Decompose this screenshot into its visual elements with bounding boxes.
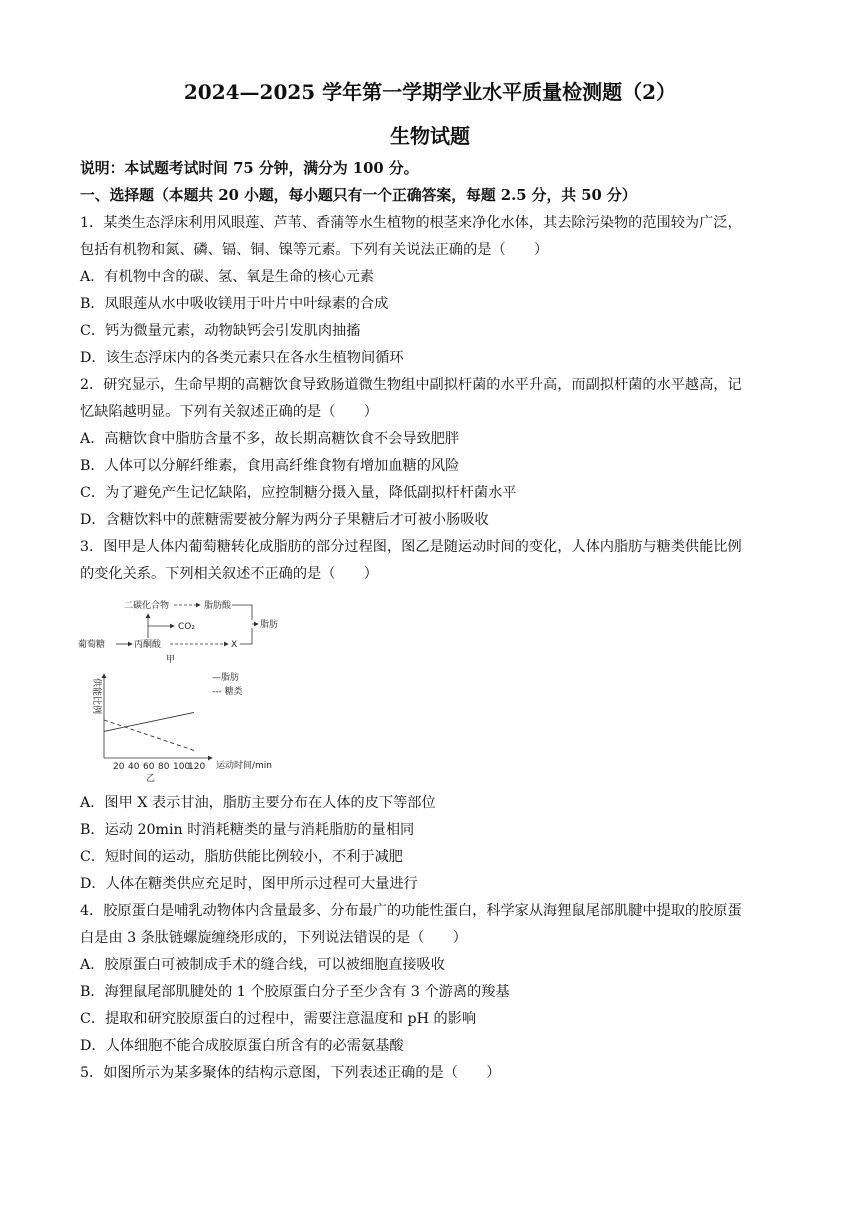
- caption-jia: 甲: [166, 655, 176, 665]
- x-tick-label: 20: [113, 762, 125, 772]
- question-3-stem: 3．图甲是人体内葡萄糖转化成脂肪的部分过程图，图乙是随运动时间的变化，人体内脂肪与糖类供能比例: [80, 539, 742, 555]
- section-heading: 一、选择题（本题共 20 小题，每小题只有一个正确答案，每题 2.5 分，共 50 分）: [80, 187, 637, 204]
- question-4-option-b: B．海狸鼠尾部肌腱处的 1 个胶原蛋白分子至少含有 3 个游离的羧基: [80, 984, 510, 1000]
- question-2-option-c: C．为了避免产生记忆缺陷，应控制糖分摄入量，降低副拟杆杆菌水平: [80, 485, 517, 501]
- bracket-bottom: [240, 628, 252, 644]
- chart-ylabel: 供能比例: [91, 678, 101, 715]
- question-1-option-c: C．钙为微量元素，动物缺钙会引发肌肉抽搐: [80, 323, 361, 339]
- chart-marks: [104, 712, 194, 750]
- node-fat: 脂肪: [260, 620, 279, 630]
- node-two-carbon: 二碳化合物: [124, 601, 170, 611]
- question-3-figure: [78, 592, 310, 784]
- bracket-top: [232, 605, 252, 620]
- question-4-option-c: C．提取和研究胶原蛋白的过程中，需要注意温度和 pH 的影响: [80, 1011, 477, 1027]
- question-4-option-d: D．人体细胞不能合成胶原蛋白所含有的必需氨基酸: [80, 1038, 404, 1054]
- question-2-stem: 2．研究显示，生命早期的高糖饮食导致肠道微生物组中副拟杆菌的水平升高，而副拟杆菌的水平越高，记: [80, 377, 742, 393]
- question-3-option-d: D．人体在糖类供应充足时，图甲所示过程可大量进行: [80, 876, 418, 892]
- question-1-stem-cont: 包括有机物和氮、磷、镉、铜、镍等元素。下列有关说法正确的是（ ）: [80, 242, 549, 258]
- x-tick-label: 100: [173, 762, 191, 772]
- question-2-option-b: B．人体可以分解纤维素，食用高纤维食物有增加血糖的风险: [80, 458, 460, 474]
- question-4-option-a: A．胶原蛋白可被制成手术的缝合线，可以被细胞直接吸收: [80, 957, 445, 973]
- question-1-option-b: B．凤眼莲从水中吸收镁用于叶片中叶绿素的合成: [80, 296, 389, 312]
- question-4-stem-cont: 白是由 3 条肽链螺旋缠绕形成的，下列说法错误的是（ ）: [80, 930, 467, 946]
- chart-tick-labels: [113, 762, 205, 772]
- caption-yi: 乙: [146, 774, 156, 784]
- legend-sugar: --- 糖类: [212, 687, 243, 697]
- x-tick-label: 80: [158, 762, 170, 772]
- question-2-option-d: D．含糖饮料中的蔗糖需要被分解为两分子果糖后才可被小肠吸收: [80, 512, 489, 528]
- node-co2: CO₂: [178, 622, 195, 632]
- question-3-option-c: C．短时间的运动，脂肪供能比例较小，不利于减肥: [80, 849, 403, 865]
- instructions: 说明：本试题考试时间 75 分钟，满分为 100 分。: [80, 160, 419, 177]
- question-2-option-a: A．高糖饮食中脂肪含量不多，故长期高糖饮食不会导致肥胖: [80, 431, 460, 447]
- series-line-fat: [104, 712, 194, 731]
- question-1-option-a: A．有机物中含的碳、氢、氧是生命的核心元素: [80, 269, 374, 285]
- question-3-option-b: B．运动 20min 时消耗糖类的量与消耗脂肪的量相同: [80, 822, 415, 838]
- question-3-option-a: A．图甲 X 表示甘油，脂肪主要分布在人体的皮下等部位: [80, 795, 436, 811]
- series-line-sugar: [104, 720, 194, 750]
- chart-xlabel: 运动时间/min: [216, 761, 273, 771]
- x-tick-label: 40: [128, 762, 140, 772]
- question-5-stem: 5．如图所示为某多聚体的结构示意图，下列表述正确的是（ ）: [80, 1065, 501, 1081]
- x-tick-label: 120: [188, 762, 206, 772]
- question-2-stem-cont: 忆缺陷越明显。下列有关叙述正确的是（ ）: [80, 404, 378, 420]
- exam-title: 2024—2025 学年第一学期学业水平质量检测题（2）: [183, 80, 677, 104]
- question-1-stem: 1．某类生态浮床利用风眼莲、芦苇、香蒲等水生植物的根茎来净化水体，其去除污染物的范围较为广泛，: [80, 215, 742, 231]
- x-tick-label: 60: [143, 762, 155, 772]
- subject-title: 生物试题: [390, 124, 470, 148]
- node-glucose: 葡萄糖: [78, 640, 106, 650]
- node-pyruvate: 丙酮酸: [134, 640, 162, 650]
- node-x: X: [231, 640, 238, 650]
- figure-svg: [78, 592, 310, 784]
- question-3-stem-cont: 的变化关系。下列相关叙述不正确的是（ ）: [80, 566, 378, 582]
- question-4-stem: 4．胶原蛋白是哺乳动物体内含量最多、分布最广的功能性蛋白，科学家从海狸鼠尾部肌腱中提取的胶原蛋: [80, 903, 742, 919]
- question-1-option-d: D．该生态浮床内的各类元素只在各水生植物间循环: [80, 350, 404, 366]
- legend-fat: —脂肪: [212, 673, 240, 683]
- node-fatty-acid: 脂肪酸: [204, 601, 232, 611]
